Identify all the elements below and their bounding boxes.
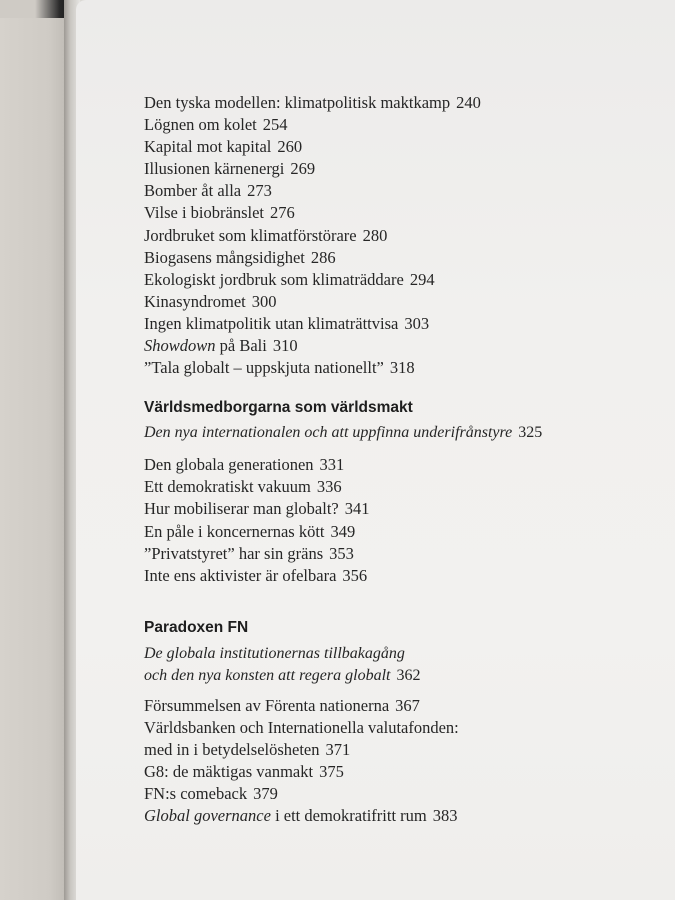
- toc-section-climate: [144, 92, 664, 379]
- toc-entry: Vilse i biobränslet 276: [144, 203, 295, 223]
- toc-entry: Lögnen om kolet 254: [144, 115, 288, 135]
- toc-entry: Försummelsen av Förenta nationerna 367: [144, 695, 420, 715]
- toc-entry: Illusionen kärnenergi 269: [144, 159, 316, 179]
- toc-entry: Den globala generationen 331: [144, 455, 345, 475]
- book-spine: [0, 0, 70, 900]
- toc-entry: Showdown på Bali 310: [144, 336, 298, 356]
- toc-entry: Ekologiskt jordbruk som klimaträddare 294: [144, 269, 435, 289]
- section-subtitle: De globala institutionernas tillbakagång: [144, 644, 405, 662]
- toc-entry: Ingen klimatpolitik utan klimaträttvisa 303: [144, 313, 430, 333]
- table-of-contents: [144, 92, 664, 827]
- toc-section-world-citizens: [144, 397, 664, 587]
- section-heading: Världsmedborgarna som världsmakt: [144, 399, 413, 417]
- toc-entry: Jordbruket som klimatförstörare 280: [144, 225, 388, 245]
- section-heading: Paradoxen FN: [144, 618, 249, 636]
- toc-entry: En påle i koncernernas kött 349: [144, 521, 356, 541]
- toc-entry: Hur mobiliserar man globalt? 341: [144, 499, 370, 519]
- toc-entry: G8: de mäktigas vanmakt 375: [144, 762, 344, 782]
- toc-entry: FN:s comeback 379: [144, 784, 278, 804]
- toc-entry: Världsbanken och Internationella valutafonden:: [144, 717, 459, 737]
- book-cover-edge: [0, 0, 70, 18]
- toc-entry: Bomber åt alla 273: [144, 181, 272, 201]
- section-subtitle: och den nya konsten att regera globalt 362: [144, 666, 421, 684]
- toc-entry: med in i betydelselösheten 371: [144, 739, 351, 759]
- toc-entry: Kinasyndromet 300: [144, 291, 277, 311]
- toc-entry: Kapital mot kapital 260: [144, 137, 303, 157]
- toc-entry: Ett demokratiskt vakuum 336: [144, 477, 342, 497]
- toc-entry: Inte ens aktivister är ofelbara 356: [144, 565, 368, 585]
- toc-entry: Global governance i ett demokratifritt rum 383: [144, 806, 458, 826]
- toc-entry: Biogasens mångsidighet 286: [144, 247, 336, 267]
- toc-entry: ”Tala globalt – uppskjuta nationellt” 318: [144, 358, 415, 378]
- toc-entry: Den tyska modellen: klimatpolitisk maktkamp 240: [144, 93, 481, 112]
- toc-section-un-paradox: [144, 617, 664, 828]
- toc-entry: ”Privatstyret” har sin gräns 353: [144, 543, 354, 563]
- section-subtitle: Den nya internationalen och att uppfinna underifrånstyre 325: [144, 424, 543, 442]
